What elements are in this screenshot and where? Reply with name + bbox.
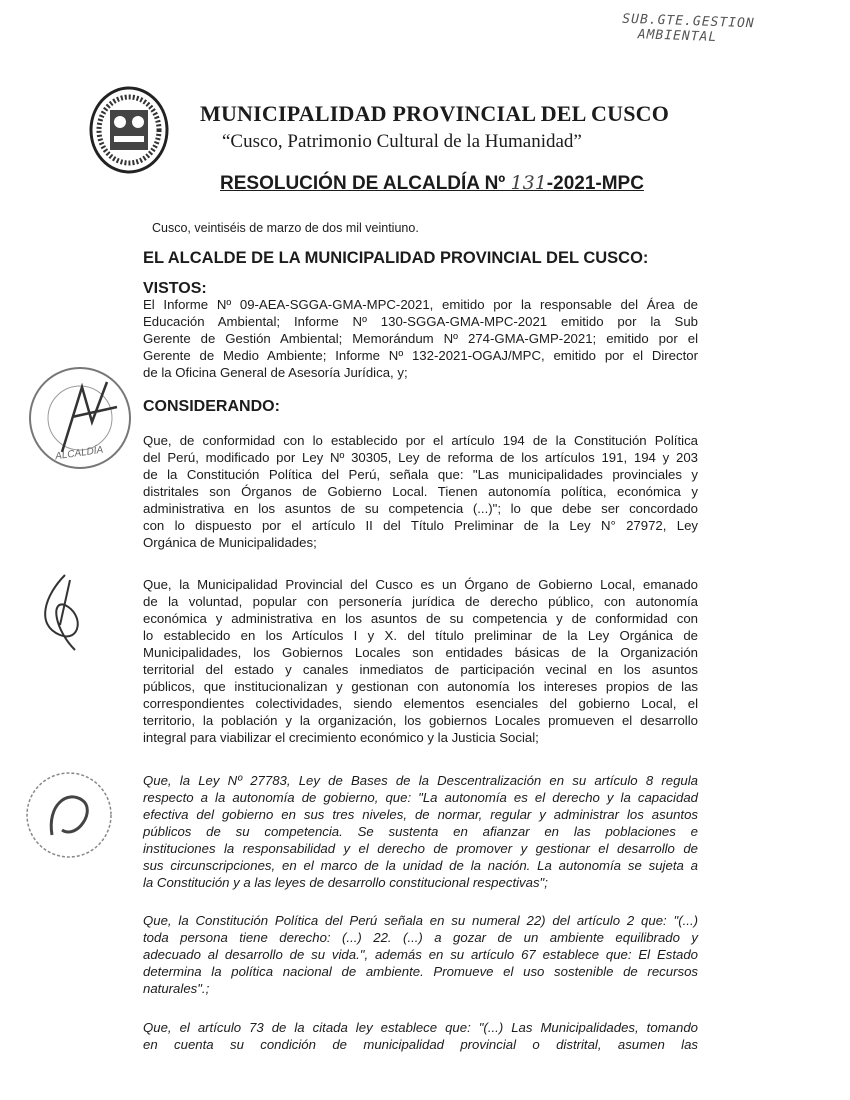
text-line: sus circunscripciones, en el marco de la unidad de la nación. La autonomía se sujeta a (143, 858, 698, 873)
institution-motto: “Cusco, Patrimonio Cultural de la Humanidad” (222, 131, 582, 152)
text-line: públicos de su competencia. Se sustenta en afianzar en las poblaciones e (143, 824, 698, 839)
text-line: del Perú, modificado por Ley Nº 30305, Ley de reforma de los artículos 191, 194 y 203 (143, 450, 698, 465)
text-line: integral para viabilizar el crecimiento económico y la Justicia Social; (143, 730, 539, 745)
handwritten-routing-note (622, 12, 755, 47)
considerando-paragraph (143, 576, 698, 746)
resolution-suffix: -2021-MPC (546, 173, 644, 194)
text-line: con lo dispuesto por el artículo II del Título Preliminar de la Ley N° 27972, Ley (143, 518, 698, 533)
text-line: distritales son Órganos de Gobierno Local. Tienen autonomía política, económica y (143, 484, 698, 499)
official-stamp-icon (22, 765, 117, 865)
handwritten-resolution-number: 131 (510, 172, 547, 194)
text-line: Educación Ambiental; Informe Nº 130-SGGA-GMA-MPC-2021 emitido por la Sub (143, 314, 698, 329)
text-line: la Constitución y a las leyes de desarrollo constitucional respectivas"; (143, 875, 548, 890)
text-line: Gerente de Gestión Ambiental; Memorándum Nº 274-GMA-GMP-2021; emitido por el (143, 331, 698, 346)
text-line: territorial del estado y canales inmediatos de participación vecinal en los asuntos (143, 662, 698, 677)
text-line: de la voluntad, popular con personería jurídica de derecho público, con autonomía (143, 594, 698, 609)
text-line: toda persona tiene derecho: (...) 22. (...) a gozar de un ambiente equilibrado y (143, 930, 698, 945)
date-line: Cusco, veintiséis de marzo de dos mil veintiuno. (152, 221, 419, 235)
text-line: en cuenta su condición de municipalidad provincial o distrital, asumen las (143, 1037, 698, 1052)
vistos-paragraph (143, 296, 698, 381)
municipal-coat-of-arms-icon (88, 86, 170, 174)
text-line: Que, la Ley Nº 27783, Ley de Bases de la Descentralización en su artículo 8 regula (143, 773, 698, 788)
institution-name: MUNICIPALIDAD PROVINCIAL DEL CUSCO (200, 101, 670, 126)
considerando-heading: CONSIDERANDO: (143, 398, 280, 415)
text-line: correspondientes colectividades, siendo elementos esenciales del gobierno Local, el (143, 696, 698, 711)
signature-icon (25, 565, 105, 655)
text-line: determina la política nacional de ambiente. Promueve el uso sostenible de recursos (143, 964, 698, 979)
considerando-paragraph (143, 432, 698, 551)
text-line: Que, de conformidad con lo establecido por el artículo 194 de la Constitución Política (143, 433, 698, 448)
considerando-paragraph (143, 912, 698, 997)
text-line: El Informe Nº 09-AEA-SGGA-GMA-MPC-2021, emitido por la responsable del Área de (143, 297, 698, 312)
text-line: instituciones la responsabilidad y el derecho de promover y gestionar el desarrollo de (143, 841, 698, 856)
text-line: de la Oficina General de Asesoría Jurídica, y; (143, 365, 408, 380)
text-line: naturales".; (143, 981, 210, 996)
considerando-paragraph (143, 772, 698, 891)
vistos-heading: VISTOS: (143, 280, 207, 297)
text-line: territorio, la población y la organización, los gobiernos Locales promueven el desarrollo (143, 713, 698, 728)
text-line: Municipalidades, los Gobiernos Locales son entidades básicas de la Organización (143, 645, 698, 660)
text-line: Que, la Constitución Política del Perú señala en su numeral 22) del artículo 2 que: "(...) (143, 913, 698, 928)
text-line: Que, el artículo 73 de la citada ley establece que: "(...) Las Municipalidades, tomando (143, 1020, 698, 1035)
text-line: lo establecido en los Artículos I y X. del título preliminar de la Ley Orgánica de (143, 628, 698, 643)
considerando-paragraph (143, 1019, 698, 1053)
resolution-prefix: RESOLUCIÓN DE ALCALDÍA Nº (220, 173, 511, 194)
text-line: administrativa en los asuntos de su competencia (...)"; lo que debe ser concordado (143, 501, 698, 516)
note-line: AMBIENTAL (637, 27, 718, 46)
mayor-seal-stamp-icon (22, 362, 142, 477)
text-line: de la Constitución Política del Perú, señala que: "Las municipalidades provinciales y (143, 467, 698, 482)
mayor-seal-label: ALCALDÍA (54, 444, 104, 463)
text-line: públicos, que institucionalizan y gestionan con autonomía los intereses propios de las (143, 679, 698, 694)
text-line: económica y administrativa en los asuntos de su competencia y de conformidad con (143, 611, 698, 626)
text-line: respecto a la autonomía de gobierno, que: "La autonomía es el derecho y la capacidad (143, 790, 698, 805)
authority-heading: EL ALCALDE DE LA MUNICIPALIDAD PROVINCIAL DEL CUSCO: (143, 249, 649, 267)
resolution-title (220, 172, 644, 195)
text-line: Gerente de Medio Ambiente; Informe Nº 132-2021-OGAJ/MPC, emitido por el Director (143, 348, 698, 363)
text-line: Orgánica de Municipalidades; (143, 535, 317, 550)
text-line: efectiva del gobierno en sus tres niveles, de normar, regular y administrar los asuntos (143, 807, 698, 822)
note-line: SUB.GTE.GESTION (622, 11, 755, 32)
text-line: Que, la Municipalidad Provincial del Cusco es un Órgano de Gobierno Local, emanado (143, 577, 698, 592)
text-line: adecuado al desarrollo de su vida.", además en su artículo 67 establece que: El Estado (143, 947, 698, 962)
